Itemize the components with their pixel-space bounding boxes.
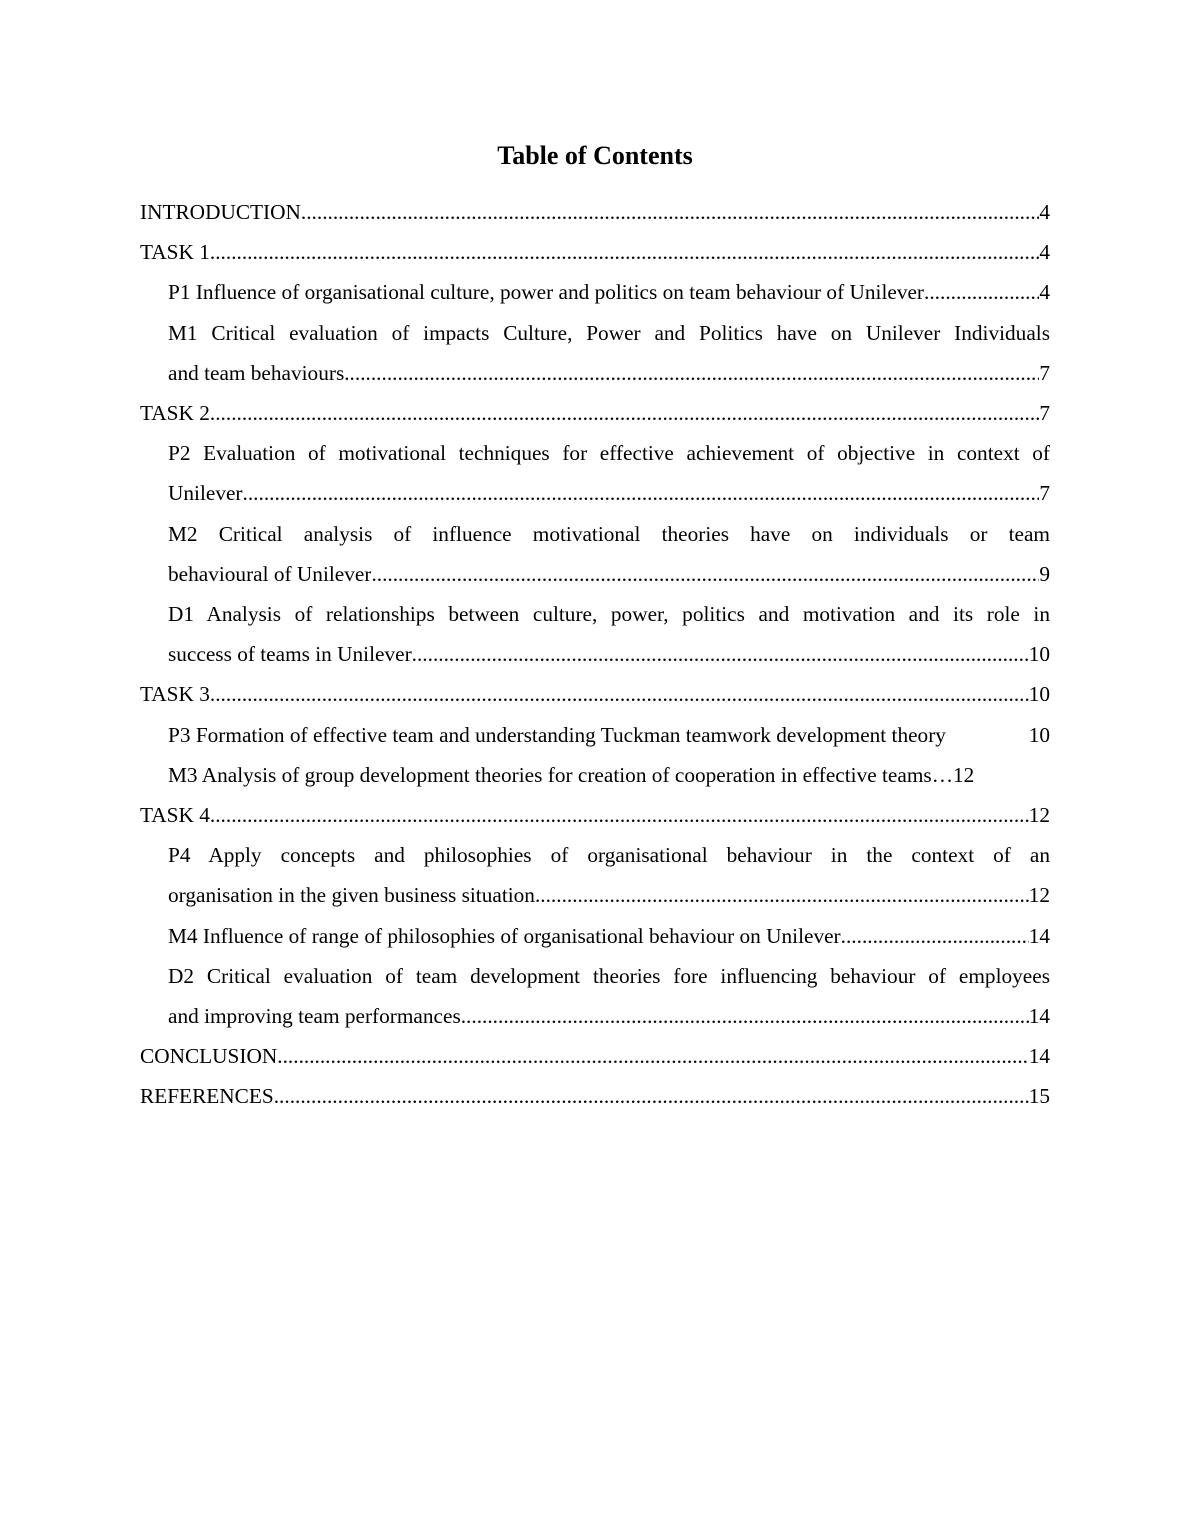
toc-entry[interactable] xyxy=(140,232,1050,272)
toc-entry-text: INTRODUCTION xyxy=(140,200,301,224)
toc-entry-text: TASK 3 xyxy=(140,682,210,707)
toc-page-number: 12 xyxy=(1028,803,1050,828)
toc-page-number: 14 xyxy=(1028,923,1050,948)
toc-entry-text: M3 Analysis of group development theories for creation of cooperation in effective teams xyxy=(168,762,932,787)
toc-entry-line: P4 Apply concepts and philosophies of organisational behaviour in the context of an xyxy=(168,843,1050,868)
toc-entry-text: and team behaviours xyxy=(168,360,345,385)
toc-entry-line: D1 Analysis of relationships between culture, power, politics and motivation and its role in xyxy=(168,602,1050,627)
toc-dot-leader xyxy=(210,232,1039,272)
toc-title: Table of Contents xyxy=(497,141,693,170)
toc-entry-text: REFERENCES xyxy=(140,1084,274,1109)
toc-entry[interactable] xyxy=(140,514,1050,594)
toc-page-number: 10 xyxy=(1028,642,1050,667)
toc-entry-line: D2 Critical evaluation of team development theories fore influencing behaviour of employees xyxy=(168,963,1050,988)
toc-entry[interactable] xyxy=(140,1076,1050,1116)
toc-dot-leader xyxy=(210,393,1039,433)
toc-entry[interactable] xyxy=(140,313,1050,393)
toc-ellipsis: … xyxy=(931,762,953,787)
toc-entry-text: CONCLUSION xyxy=(140,1044,278,1069)
toc-entry[interactable] xyxy=(140,916,1050,956)
toc-entry[interactable] xyxy=(140,272,1050,312)
toc-page-number: 15 xyxy=(1028,1084,1050,1109)
toc-dot-leader xyxy=(461,996,1029,1036)
toc-entry-text: P3 Formation of effective team and understanding Tuckman teamwork development theory xyxy=(168,722,946,747)
toc-entry[interactable] xyxy=(140,594,1050,674)
toc-page-number: 7 xyxy=(1039,401,1050,426)
toc-dot-leader xyxy=(210,795,1029,835)
toc-list xyxy=(140,192,1050,1117)
toc-entry[interactable] xyxy=(140,835,1050,915)
toc-entry-text: TASK 4 xyxy=(140,803,210,828)
toc-entry[interactable] xyxy=(140,755,1050,795)
toc-entry-text: Unilever xyxy=(168,481,243,506)
toc-page-number: 12 xyxy=(1028,883,1050,908)
toc-entry[interactable] xyxy=(140,393,1050,433)
toc-dot-leader xyxy=(210,674,1029,714)
toc-dot-leader xyxy=(301,192,1039,232)
toc-entry[interactable] xyxy=(140,433,1050,513)
toc-page-number: 12 xyxy=(953,762,975,787)
toc-dot-leader xyxy=(371,554,1039,594)
toc-entry[interactable] xyxy=(140,192,1050,232)
toc-entry[interactable] xyxy=(140,795,1050,835)
toc-dot-leader xyxy=(412,634,1029,674)
toc-dot-leader xyxy=(277,1036,1028,1076)
toc-entry-text: success of teams in Unilever xyxy=(168,642,412,667)
toc-entry-text: TASK 2 xyxy=(140,401,210,426)
toc-page-number: 4 xyxy=(1039,280,1050,305)
toc-entry-line: M2 Critical analysis of influence motivational theories have on individuals or team xyxy=(168,521,1050,546)
toc-dot-leader xyxy=(243,473,1040,513)
toc-page-number: 14 xyxy=(1028,1044,1050,1069)
toc-entry-line: M1 Critical evaluation of impacts Culture, Power and Politics have on Unilever Individuals xyxy=(168,320,1050,345)
toc-entry-text: P1 Influence of organisational culture, power and politics on team behaviour of Unilever xyxy=(168,280,925,305)
toc-entry-text: and improving team performances xyxy=(168,1004,461,1029)
toc-dot-leader xyxy=(344,353,1039,393)
toc-entry[interactable] xyxy=(140,1036,1050,1076)
toc-dot-leader xyxy=(924,272,1039,312)
toc-page-number: 7 xyxy=(1039,481,1050,506)
toc-dot-leader xyxy=(535,875,1029,915)
toc-entry-text: behavioural of Unilever xyxy=(168,561,372,586)
toc-entry[interactable] xyxy=(140,956,1050,1036)
toc-page-number: 10 xyxy=(1028,722,1050,747)
toc-dot-leader xyxy=(841,916,1029,956)
toc-entry-text: organisation in the given business situation xyxy=(168,883,535,908)
toc-entry[interactable] xyxy=(140,715,1050,755)
toc-page-number: 7 xyxy=(1039,360,1050,385)
toc-entry-line: P2 Evaluation of motivational techniques for effective achievement of objective in context of xyxy=(168,441,1050,466)
toc-dot-leader xyxy=(274,1076,1029,1116)
toc-entry[interactable] xyxy=(140,674,1050,714)
toc-page-number: 10 xyxy=(1028,682,1050,707)
toc-page-number: 9 xyxy=(1039,561,1050,586)
toc-entry-text: M4 Influence of range of philosophies of organisational behaviour on Unilever xyxy=(168,923,841,948)
toc-entry-text: TASK 1 xyxy=(140,240,210,265)
toc-page-number: 4 xyxy=(1039,240,1050,265)
toc-page-number: 14 xyxy=(1028,1004,1050,1029)
toc-page-number: 4 xyxy=(1039,200,1050,224)
